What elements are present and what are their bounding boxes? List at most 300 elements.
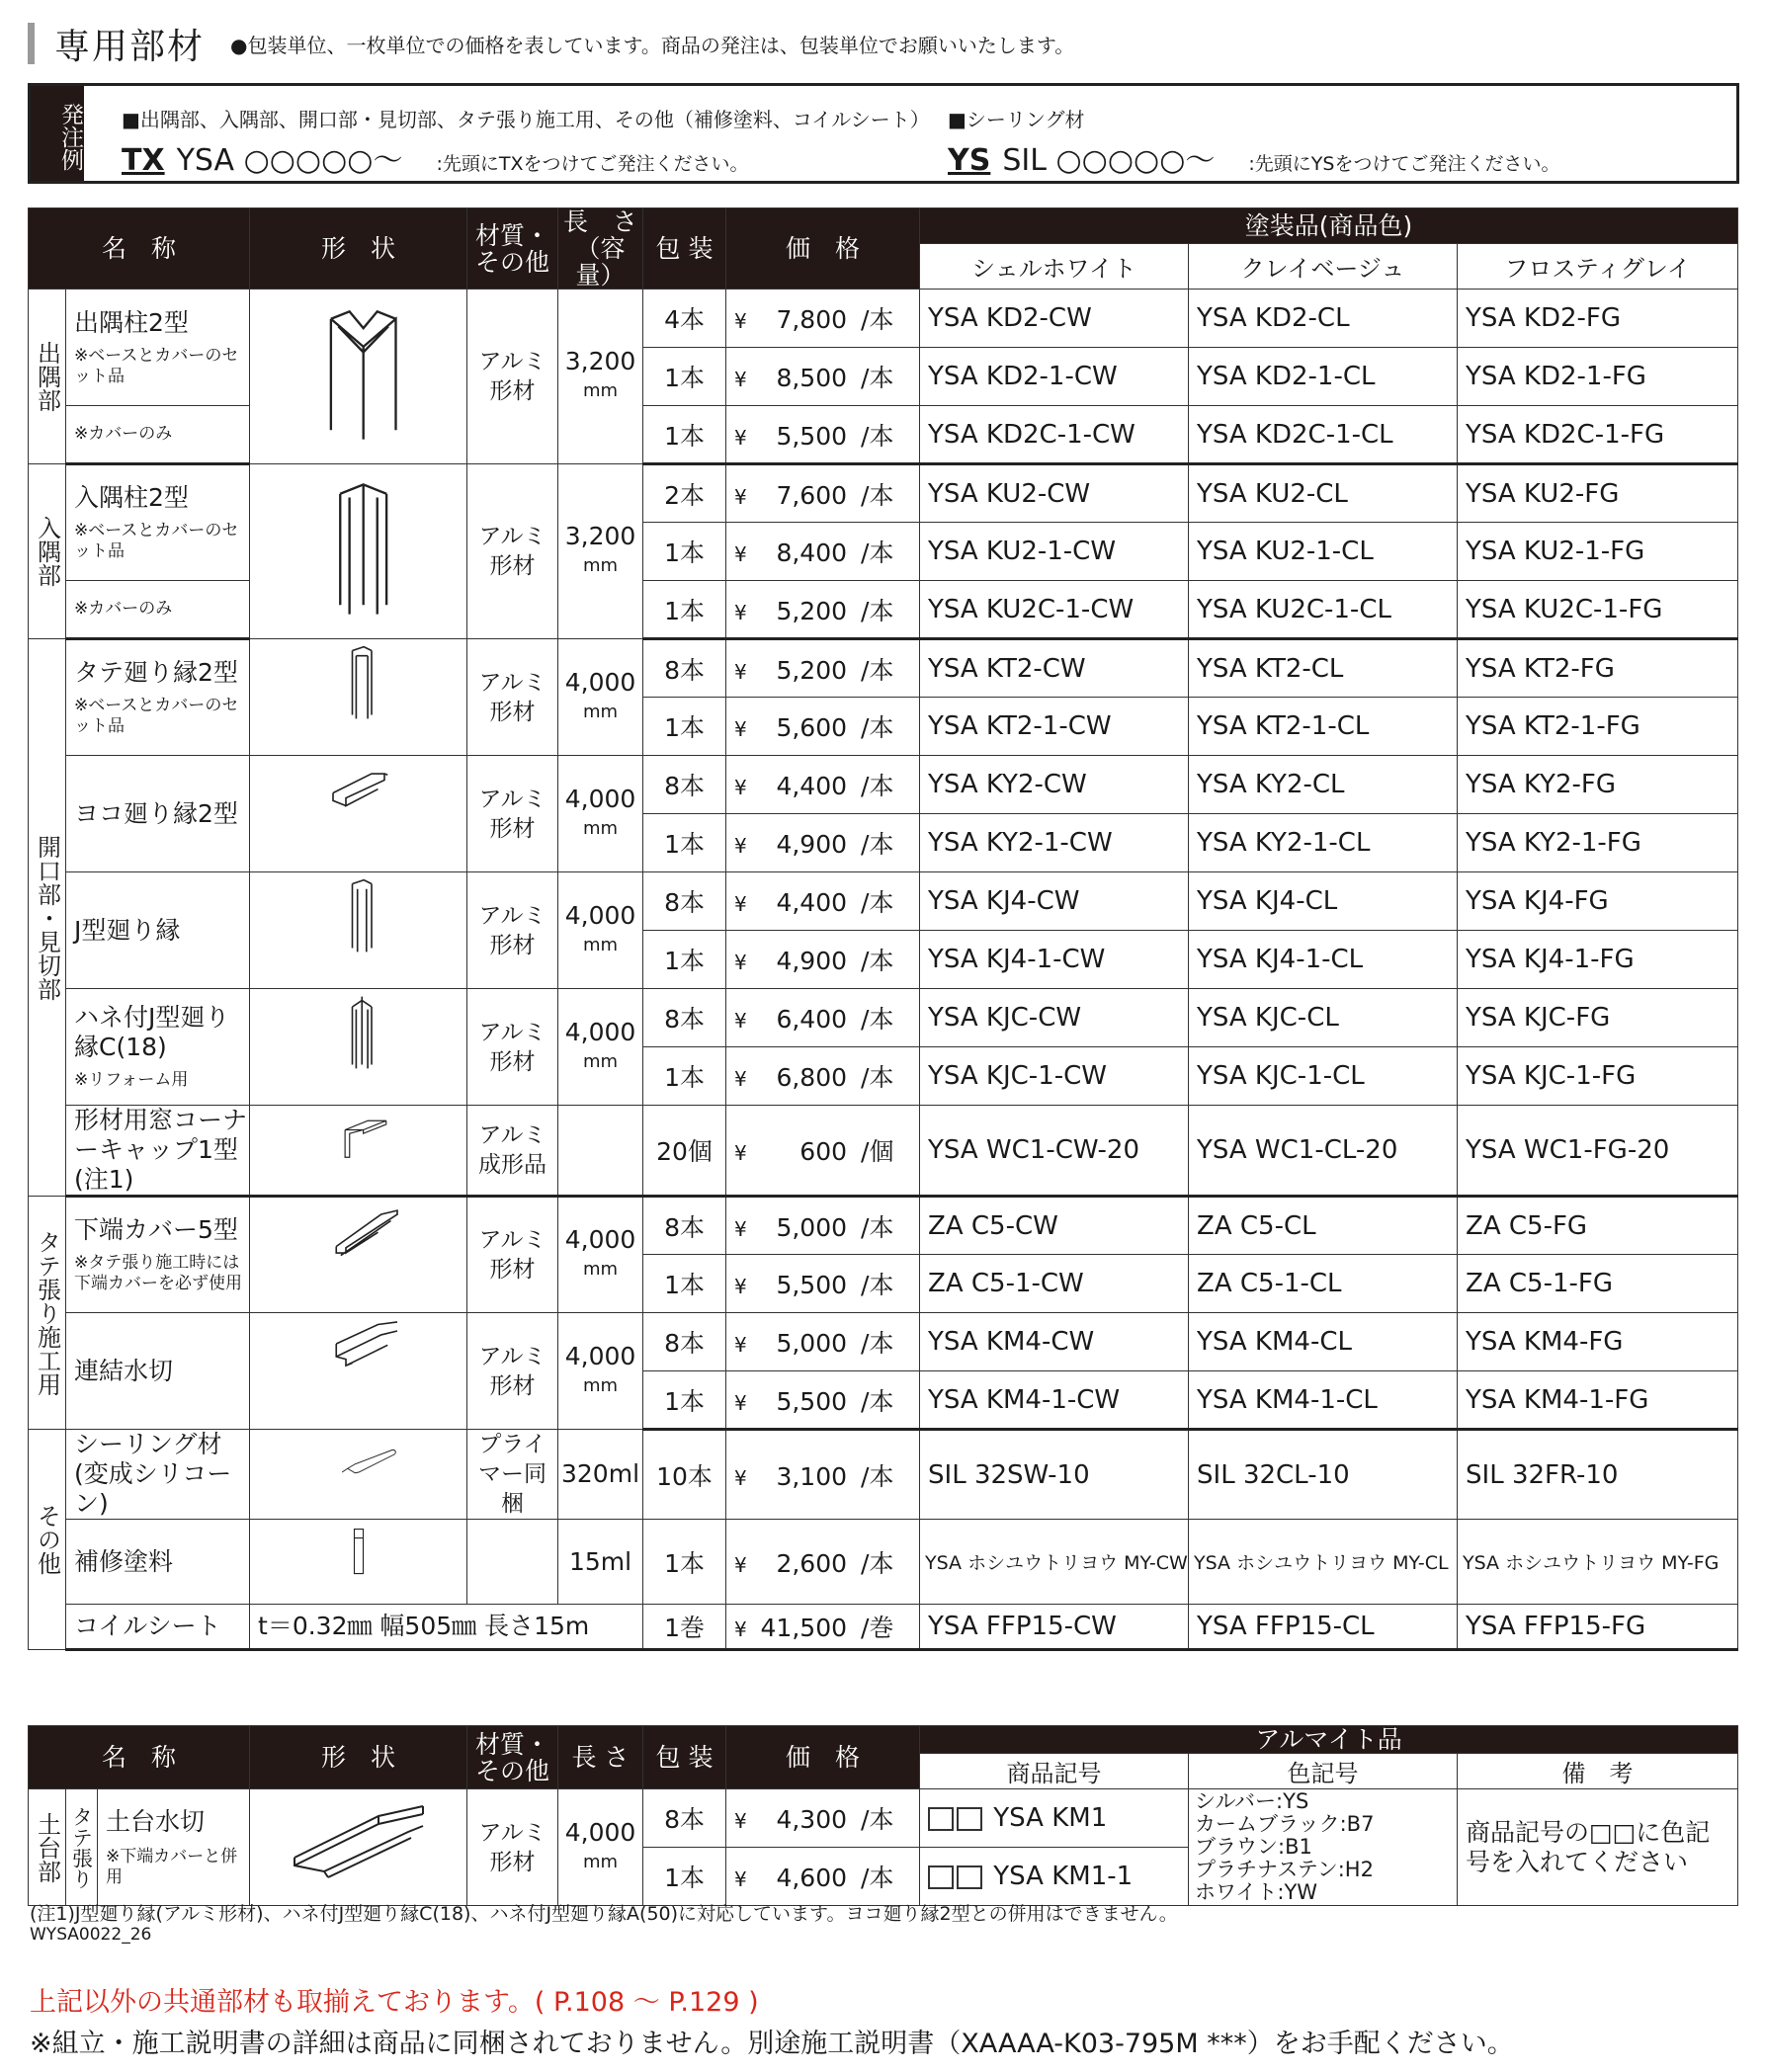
price-unit: /本 [861,1271,894,1299]
product-code [920,464,1189,523]
product-code [1189,1605,1458,1650]
product-code [1458,1430,1738,1520]
header-color-cw: シェルホワイト [920,243,1189,289]
product-code-text: SIL 32SW-10 [928,1459,1090,1490]
price-unit: /本 [861,596,894,625]
header-note: ●包装単位、一枚単位での価格を表しています。商品の発注は、包装単位でお願いいたします。 [230,33,1075,57]
product-note: ※ベースとカバーのセット品 [74,696,239,736]
product-code [1458,290,1738,348]
length [558,872,643,989]
product-code [920,1106,1189,1197]
product-code [1458,523,1738,581]
alumite-header-shape: 形 状 [250,1726,467,1789]
product-code-text: YSA KJC-1-CW [928,1061,1107,1091]
red-note: 上記以外の共通部材も取揃えております。( P.108 ～ P.129 ) [30,1987,759,2018]
price-value: 5,600 [776,713,848,742]
profile-icon [280,1202,438,1304]
price-value: 3,100 [776,1461,848,1491]
price [726,1255,920,1313]
product-code [1458,1255,1738,1313]
shape-cell [250,639,467,756]
product-code-text: ZA C5-CW [928,1210,1058,1241]
material-text: プライマー同梱 [478,1432,547,1517]
product-name [66,756,250,872]
product-note: ※ベースとカバーのセット品 [74,521,239,561]
length-value: 4,000 [564,1225,636,1254]
profile-icon [280,877,438,980]
pack-text: 1巻 [664,1614,705,1642]
color-code-item: プラチナステン:H2 [1195,1858,1374,1881]
product-code [1458,698,1738,756]
pack-text: 1本 [664,1386,705,1416]
length-unit: mm [582,817,619,839]
page-header [28,20,1074,67]
product-code [1189,931,1458,989]
alumite-price-cell [726,1789,920,1848]
price [726,348,920,406]
alumite-remarks [1458,1789,1738,1906]
product-code [1458,348,1738,406]
length [558,989,643,1106]
pack-text: 4本 [664,305,705,334]
yen-sign: ¥ [734,776,747,799]
price-value: 5,200 [776,596,848,625]
product-code-text: ZA C5-1-CW [928,1269,1084,1298]
product-code [1458,814,1738,872]
pack [643,756,726,814]
product-code-text: YSA FFP15-FG [1466,1612,1646,1641]
pack-text: 8本 [664,1329,705,1358]
price [726,756,920,814]
material [467,989,558,1106]
alumite-header-pack: 包 装 [643,1726,726,1789]
price-value: 4,900 [776,947,848,975]
yen-sign: ¥ [734,1552,747,1577]
order-example-label: 発注例 [31,86,84,181]
shape-cell [250,1313,467,1430]
product-code [1189,1255,1458,1313]
shape-cell [250,464,467,639]
product-code [1189,523,1458,581]
product-code [920,814,1189,872]
header-pack: 包 装 [643,208,726,290]
product-code [1458,1106,1738,1197]
product-code-text: YSA ホシユウトリヨウ MY-FG [1463,1552,1720,1574]
product-name-text: 連結水切 [74,1356,174,1385]
header-shape: 形 状 [250,208,467,290]
price [726,464,920,523]
price-unit: /本 [861,1329,894,1358]
pack [643,989,726,1047]
product-code-text: YSA WC1-FG-20 [1466,1135,1670,1165]
product-code-text: YSA KY2-CL [1197,770,1345,799]
price [726,406,920,464]
product-code-text: YSA KJC-1-FG [1466,1061,1637,1091]
shape-cell [250,1430,467,1520]
product-name-text: 補修塗料 [74,1546,174,1576]
profile-icon [280,1525,438,1596]
pack [643,581,726,639]
length [558,756,643,872]
yen-sign: ¥ [734,484,747,509]
length-unit: mm [582,701,619,722]
product-code-text: YSA KM4-1-CL [1197,1384,1378,1415]
alumite-material: アルミ形材 [467,1789,558,1906]
pack [643,639,726,698]
pack-text: 1本 [664,1548,705,1578]
material [467,290,558,464]
length-value: 4,000 [564,1017,636,1046]
color-code-item: ホワイト:YW [1195,1880,1318,1904]
length-unit: mm [582,934,619,955]
pack-text: 8本 [664,888,705,917]
product-name [66,1106,250,1197]
price [726,1047,920,1106]
cover-note-text: ※カバーのみ [74,599,173,619]
product-code-text: YSA KU2-1-FG [1466,537,1645,566]
price-unit: /巻 [861,1614,894,1642]
product-spec [250,1605,643,1650]
product-name-text: シーリング材(変成シリコーン) [74,1430,232,1518]
yen-sign: ¥ [734,309,747,333]
product-code [1189,639,1458,698]
price-value: 2,600 [776,1548,848,1578]
pack [643,1106,726,1197]
length-unit: mm [582,1259,619,1280]
product-code-text: SIL 32FR-10 [1466,1459,1619,1490]
pack [643,523,726,581]
product-code [920,523,1189,581]
price-value: 5,500 [776,1271,848,1299]
material [467,756,558,872]
category-tate [29,1197,66,1430]
price-value: 5,500 [776,1386,848,1416]
footnote: (注1)J型廻り縁(アルミ形材)、ハネ付J型廻り縁C(18)、ハネ付J型廻り縁A(50)に対応しています。ヨコ廻り縁2型との併用はできません。 [30,1903,1178,1925]
product-code-text: YSA KJC-CW [928,1003,1082,1033]
pack [643,1605,726,1650]
price-value: 41,500 [760,1614,848,1642]
material-text: アルミ形材 [478,902,546,958]
price [726,1197,920,1255]
product-note: ※タテ張り施工時には下端カバーを必ず使用 [74,1253,242,1293]
material [467,1520,558,1605]
order-left-caption: ■出隅部、入隅部、開口部・見切部、タテ張り施工用、その他（補修塗料、コイルシート） [122,108,930,131]
price-unit: /個 [861,1137,894,1166]
product-code-text: SIL 32CL-10 [1197,1459,1350,1490]
shape-cell [250,756,467,872]
product-name [66,1605,250,1650]
price [726,1313,920,1371]
product-code [1189,1520,1458,1605]
product-code [920,698,1189,756]
profile-icon [280,644,438,747]
pack-text: 8本 [664,772,705,800]
product-name [66,1430,250,1520]
alumite-remarks-text: 商品記号の□□に色記号を入れてください [1466,1817,1711,1876]
profile-icon [280,300,438,449]
product-code-text: YSA KD2-FG [1466,303,1622,333]
product-code-text: YSA KJ4-CW [928,886,1080,916]
product-code-text: YSA KT2-CL [1197,653,1344,684]
product-code [920,406,1189,464]
product-code [1458,1197,1738,1255]
pack [643,290,726,348]
pack-text: 10本 [656,1461,713,1491]
product-code-text: YSA KD2-1-FG [1466,362,1646,391]
product-code-text: YSA KJ4-FG [1466,886,1609,916]
length [558,464,643,639]
order-right-prefix: YS [948,143,991,178]
product-code [1189,290,1458,348]
product-code-text: YSA ホシユウトリヨウ MY-CW [925,1552,1188,1574]
price-value: 5,000 [776,1329,848,1358]
material-text: アルミ形材 [478,786,546,842]
title-bar [28,23,35,64]
product-code [1189,348,1458,406]
length [558,1430,643,1520]
product-code [920,290,1189,348]
price-value: 5,000 [776,1212,848,1242]
length-value: 3,200 [564,522,636,550]
product-code [1458,406,1738,464]
yen-sign: ¥ [734,1067,747,1091]
product-name [66,1197,250,1313]
alumite-category [29,1789,66,1906]
material [467,872,558,989]
yen-sign: ¥ [734,659,747,684]
category-irizumi [29,464,66,639]
product-code-text: YSA FFP15-CW [928,1612,1117,1641]
product-code-text: YSA KY2-FG [1466,770,1616,799]
product-code [1189,756,1458,814]
product-code-text: YSA KT2-CW [928,653,1086,684]
price-value: 600 [799,1137,848,1166]
length [558,639,643,756]
price-value: 8,500 [776,364,848,392]
price-unit: /本 [861,421,894,451]
pack [643,406,726,464]
yen-sign: ¥ [734,368,747,391]
product-code-text: YSA KJ4-CL [1197,886,1338,916]
product-note: ※リフォーム用 [74,1070,189,1090]
yen-sign: ¥ [734,1275,747,1298]
price-value: 4,400 [776,772,848,800]
material [467,1197,558,1313]
pack-text: 1本 [664,713,705,742]
product-code [1458,872,1738,931]
length [558,1197,643,1313]
color-code-item: ブラウン:B1 [1195,1835,1312,1859]
product-name-text: J型廻り縁 [74,915,181,945]
product-code-text: YSA KM4-1-CW [928,1384,1121,1415]
product-code-text: YSA WC1-CW-20 [928,1135,1139,1165]
material [467,1313,558,1430]
order-left-code: YSA ○○○○○～ [176,143,403,178]
product-code [920,581,1189,639]
price-unit: /本 [861,1063,894,1092]
cover-note-text: ※カバーのみ [74,424,173,444]
yen-sign: ¥ [734,834,747,858]
product-code-text: YSA KJC-FG [1466,1003,1611,1033]
price-value: 7,600 [776,480,848,510]
price-value: 4,900 [776,830,848,859]
pack-text: 1本 [664,1063,705,1092]
pack-text: 1本 [664,1271,705,1299]
product-code [1458,581,1738,639]
length-unit: mm [582,380,619,401]
product-code-text: YSA KJ4-1-FG [1466,945,1635,974]
bottom-note: ※組立・施工説明書の詳細は商品に同梱されておりません。別途施工説明書（XAAAA-K03-795M ***）をお手配ください。 [30,2029,1514,2059]
header-color-fg: フロスティグレイ [1458,243,1738,289]
product-code [1189,406,1458,464]
category-kaikou [29,639,66,1197]
alumite-shape-cell [250,1789,467,1906]
blank-box [957,1865,982,1889]
shape-cell [250,872,467,989]
product-code [920,1197,1189,1255]
product-code [920,639,1189,698]
yen-sign: ¥ [734,1867,747,1891]
category-dezumi [29,290,66,464]
price-value: 6,800 [776,1063,848,1092]
product-name [66,872,250,989]
product-code [1189,1371,1458,1430]
product-code-text: YSA ホシユウトリヨウ MY-CL [1194,1552,1449,1574]
shape-cell [250,290,467,464]
price [726,1106,920,1197]
product-name-text: コイルシート [74,1612,221,1640]
product-code [1458,1047,1738,1106]
material [467,464,558,639]
alumite-product-name: 土台水切 [106,1806,206,1836]
product-name-text: ハネ付J型廻り縁C(18) [74,1003,230,1061]
header-material: 材質・その他 [467,208,558,290]
length [558,1520,643,1605]
product-code-text: YSA KM4-CW [928,1327,1095,1357]
price-value: 5,200 [776,655,848,685]
product-name [66,464,250,581]
product-code-text: YSA KM4-FG [1466,1327,1624,1357]
price-value: 6,400 [776,1005,848,1034]
price [726,581,920,639]
profile-icon [280,994,438,1097]
profile-icon [280,475,438,623]
length-unit: mm [582,555,619,576]
alumite-header-name: 名 称 [29,1726,250,1789]
product-code-text: YSA KY2-1-CW [928,828,1113,858]
category-label: その他 [33,1504,61,1575]
product-code-text: YSA KD2-CW [928,303,1092,333]
product-code-text: YSA KT2-1-CL [1197,711,1370,741]
product-code-text: YSA WC1-CL-20 [1197,1135,1398,1165]
product-code-text: ZA C5-CL [1197,1210,1316,1241]
product-code-text: YSA KD2-1-CW [928,362,1118,391]
price-unit: /本 [861,1548,894,1578]
product-code-text: YSA KM4-1-FG [1466,1384,1649,1415]
product-code-text: YSA KJC-CL [1197,1003,1339,1033]
alumite-code-cell [920,1789,1189,1848]
price-value: 7,800 [776,305,848,334]
header-length: 長 さ（容量） [558,208,643,290]
product-code [1458,639,1738,698]
product-code [1189,698,1458,756]
profile-icon [280,1443,438,1502]
price [726,523,920,581]
product-code [1458,989,1738,1047]
yen-sign: ¥ [734,1390,747,1415]
pack [643,464,726,523]
product-code-text: YSA KY2-1-FG [1466,828,1641,858]
product-code-text: YSA KT2-1-CW [928,711,1112,741]
alumite-code: YSA KM1 [993,1803,1108,1833]
color-code-item: カームブラック:B7 [1195,1812,1375,1836]
product-code-text: YSA KU2C-1-FG [1466,594,1663,624]
price [726,639,920,698]
product-code [1458,756,1738,814]
length-value: 4,000 [564,667,636,697]
length-unit: mm [582,1050,619,1072]
yen-sign: ¥ [734,1617,747,1641]
alumite-subcategory-label: タテ張り [69,1805,94,1889]
blank-box [957,1807,982,1831]
product-code [1458,931,1738,989]
alumite-price: 4,600 [776,1864,848,1892]
product-name-text: ヨコ廻り縁2型 [74,798,238,828]
page-title: 専用部材 [54,26,206,67]
header-color-group: 塗装品(商品色) [920,208,1738,244]
price-unit: /本 [861,1005,894,1034]
product-code [920,1605,1189,1650]
profile-icon [280,1318,438,1421]
color-code-item: シルバー:YS [1195,1789,1309,1813]
product-code-text: YSA KJ4-1-CW [928,945,1106,974]
yen-sign: ¥ [734,1141,747,1165]
product-name [66,290,250,406]
product-code [920,1255,1189,1313]
product-code [1189,872,1458,931]
product-code-text: ZA C5-1-FG [1466,1269,1613,1298]
material-text: アルミ成形品 [478,1122,547,1178]
length-value: 15ml [568,1546,632,1576]
product-code [920,872,1189,931]
price-unit: /本 [861,1461,894,1491]
pack [643,1520,726,1605]
product-code-text: YSA KD2C-1-FG [1466,419,1665,450]
yen-sign: ¥ [734,951,747,974]
yen-sign: ¥ [734,542,747,566]
product-code [920,756,1189,814]
material-text: アルミ形材 [478,1343,546,1399]
order-right-code: SIL ○○○○○～ [1002,143,1216,178]
product-code [1189,1430,1458,1520]
price [726,1520,920,1605]
product-code-text: YSA KT2-FG [1466,653,1615,684]
pack [643,698,726,756]
product-code-text: YSA KD2-CL [1197,303,1350,333]
material-text: アルミ形材 [478,349,546,404]
length [558,290,643,464]
product-name-text: 下端カバー5型 [74,1215,238,1244]
price [726,1605,920,1650]
price [726,814,920,872]
length-value: 4,000 [564,1341,636,1370]
pack-text: 1本 [664,539,705,567]
price-value: 4,400 [776,888,848,917]
order-left-prefix: TX [122,143,165,178]
product-code-text: YSA KY2-CW [928,770,1087,799]
material-text: アルミ形材 [478,1227,546,1283]
order-example-box [28,83,1739,184]
